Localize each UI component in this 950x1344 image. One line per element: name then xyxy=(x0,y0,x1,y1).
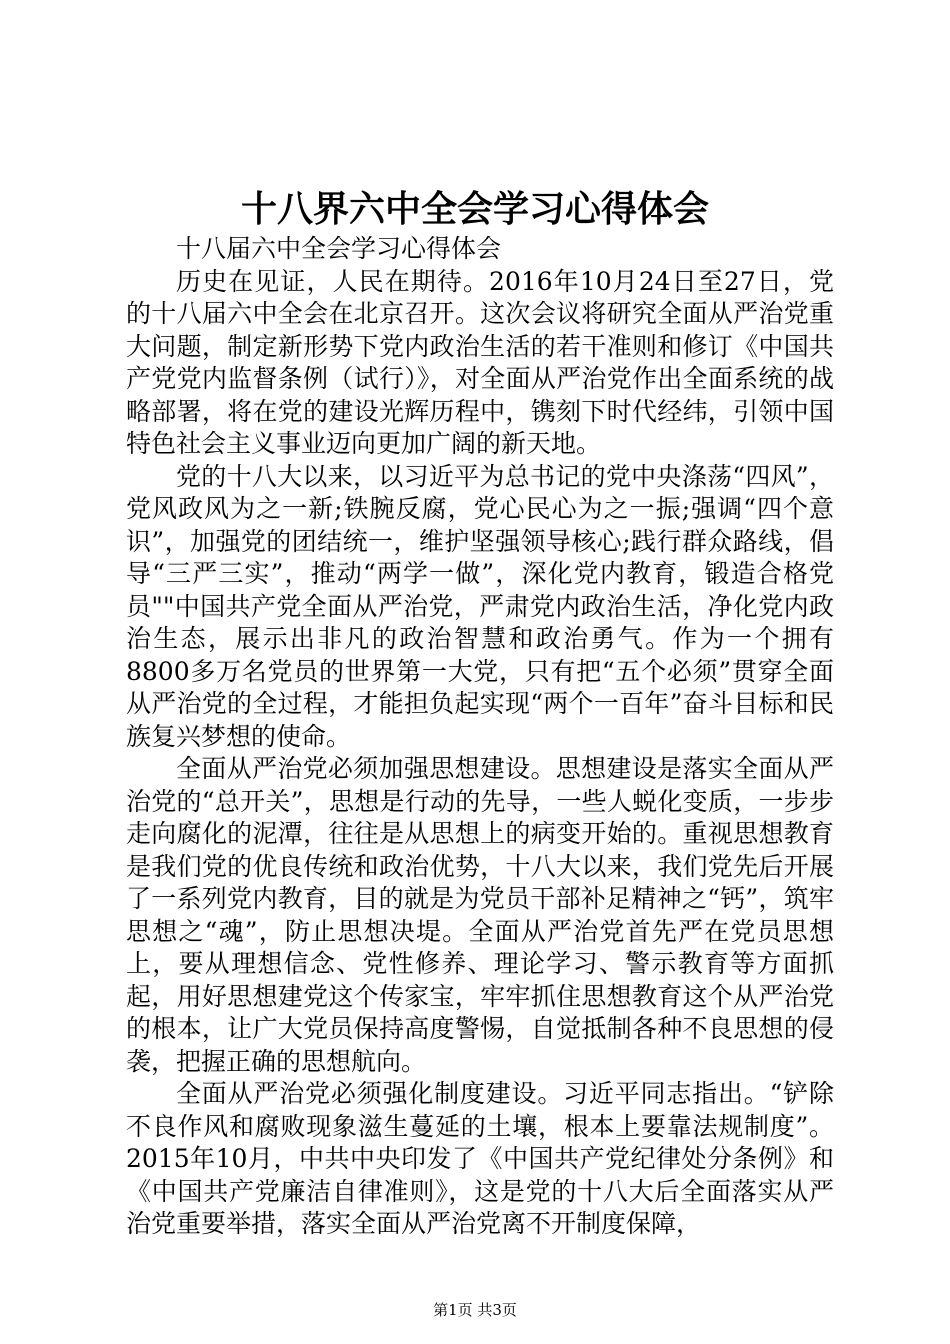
subtitle-paragraph: 十八届六中全会学习心得体会 xyxy=(176,234,502,263)
body-paragraph: 党的十八大以来，以习近平为总书记的党中央涤荡“四风”，党风政风为之一新;铁腕反腐，党心民心为之一振;强调“四个意识”，加强党的团结统一，维护坚强领导核心;践行群众路线，倡导“三严三实”，推动“两学一做”，深化党内教育，锻造合格党员""中国共产党全面从严治党，严肃党内政治生活，净化党内政治生态，展示出非凡的政治智慧和政治勇气。作为一个拥有8800多万名党员的世界第一大党，只有把“五个必须”贯穿全面从严治党的全过程，才能担负起实现“两个一百年”奋斗目标和民族复兴梦想的使命。 xyxy=(126,461,834,751)
body-paragraph: 全面从严治党必须强化制度建设。习近平同志指出。“铲除不良作风和腐败现象滋生蔓延的土壤，根本上要靠法规制度”。2015年10月，中共中央印发了《中国共产党纪律处分条例》和《中国共产党廉洁自律准则》，这是党的十八大后全面落实从严治党重要举措，落实全面从严治党离不开制度保障， xyxy=(126,1079,834,1238)
document-body xyxy=(126,233,834,1241)
document-title: 十八界六中全会学习心得体会 xyxy=(240,188,709,230)
body-paragraph: 历史在见证，人民在期待。2016年10月24日至27日，党的十八届六中全会在北京召开。这次会议将研究全面从严治党重大问题，制定新形势下党内政治生活的若干准则和修订《中国共产党党内监督条例（试行）》，对全面从严治党作出全面系统的战略部署，将在党的建设光辉历程中，镌刻下时代经纬，引领中国特色社会主义事业迈向更加广阔的新天地。 xyxy=(126,266,834,458)
page-footer: 第1页 共3页 xyxy=(433,1301,517,1319)
body-paragraph: 全面从严治党必须加强思想建设。思想建设是落实全面从严治党的“总开关”，思想是行动的先导，一些人蜕化变质，一步步走向腐化的泥潭，往往是从思想上的病变开始的。重视思想教育是我们党的优良传统和政治优势，十八大以来，我们党先后开展了一系列党内教育，目的就是为党员干部补足精神之“钙”，筑牢思想之“魂”，防止思想决堤。全面从严治党首先严在党员思想上，要从理想信念、党性修养、理论学习、警示教育等方面抓起，用好思想建党这个传家宝，牢牢抓住思想教育这个从严治党的根本，让广大党员保持高度警惕，自觉抵制各种不良思想的侵袭，把握正确的思想航向。 xyxy=(126,754,834,1076)
